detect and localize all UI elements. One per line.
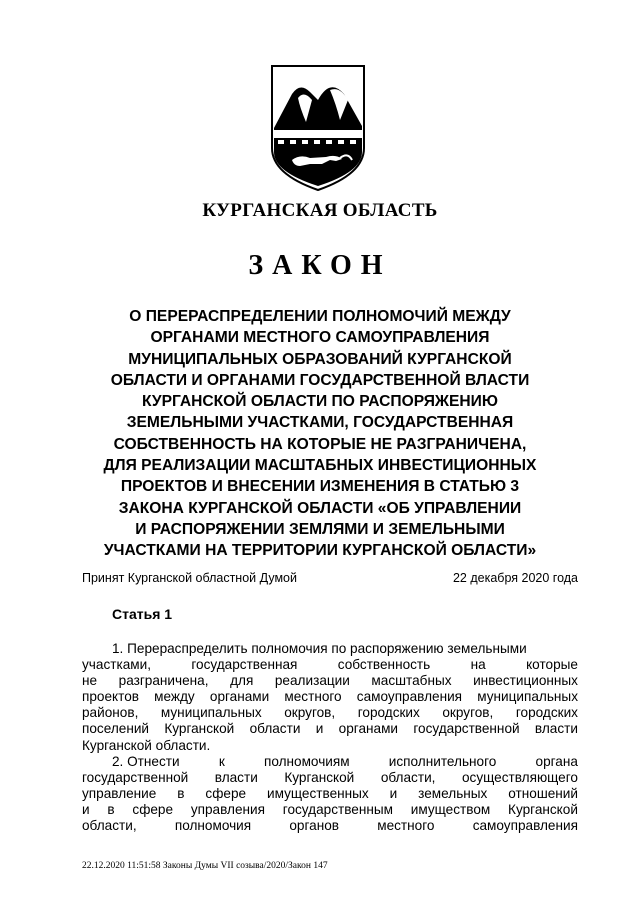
word: власти (534, 721, 578, 737)
word: Курганской (164, 721, 235, 737)
word: государственной (82, 769, 189, 785)
title-line: ОБЛАСТИ И ОРГАНАМИ ГОСУДАРСТВЕННОЙ ВЛАСТИ (110, 371, 530, 389)
word: управление (82, 785, 157, 801)
word: на (470, 657, 486, 673)
word: муниципальных (477, 689, 578, 705)
word: не (82, 673, 98, 689)
document-type-heading: ЗАКОН (248, 250, 392, 281)
word: области, (380, 769, 436, 785)
word: сфере (132, 801, 174, 817)
word: районов, (82, 705, 139, 721)
title-line: КУРГАНСКОЙ ОБЛАСТИ ПО РАСПОРЯЖЕНИЮ (142, 393, 498, 411)
title-line: ЗАКОНА КУРГАНСКОЙ ОБЛАСТИ «ОБ УПРАВЛЕНИИ (118, 499, 522, 517)
paragraph-line (82, 689, 578, 705)
word: разграничена, (118, 673, 209, 689)
word: исполнительного (388, 753, 497, 769)
word: округов, (442, 705, 494, 721)
word: муниципальных (160, 705, 262, 721)
title-line: ОРГАНАМИ МЕСТНОГО САМОУПРАВЛЕНИЯ (150, 329, 490, 347)
word: осуществляющего (461, 769, 578, 785)
title-line: ПРОЕКТОВ И ВНЕСЕНИИ ИЗМЕНЕНИЯ В СТАТЬЮ 3 (120, 478, 520, 496)
word: в (177, 785, 185, 801)
word: сфере (205, 785, 247, 801)
word: и (82, 801, 90, 817)
word: собственность (337, 657, 431, 673)
word: городских (357, 705, 420, 721)
word: проектов (82, 689, 139, 705)
word: местного (377, 818, 435, 834)
word: области (249, 721, 301, 737)
word: Курганской (508, 801, 578, 817)
adoption-line (82, 571, 578, 585)
word: государственная (191, 657, 298, 673)
paragraph-line (82, 802, 578, 818)
word: органами (338, 721, 399, 737)
word: Курганской (284, 769, 355, 785)
paragraph-line (82, 770, 578, 786)
word: участками, (82, 657, 151, 673)
word: отношений (508, 785, 578, 801)
word: управления (190, 801, 265, 817)
word: имущественных (267, 785, 369, 801)
word: городских (515, 705, 578, 721)
title-line: О ПЕРЕРАСПРЕДЕЛЕНИИ ПОЛНОМОЧИЙ МЕЖДУ (129, 308, 511, 325)
word: государственным (282, 801, 393, 817)
word: земельных (418, 785, 488, 801)
law-title (60, 306, 580, 562)
title-line: МУНИЦИПАЛЬНЫХ ОБРАЗОВАНИЙ КУРГАНСКОЙ (128, 350, 512, 368)
paragraph-line (82, 738, 578, 754)
title-line: СОБСТВЕННОСТЬ НА КОТОРЫЕ НЕ РАЗГРАНИЧЕНА, (113, 435, 527, 453)
article-heading: Статья 1 (112, 606, 173, 622)
title-line: ЗЕМЕЛЬНЫМИ УЧАСТКАМИ, ГОСУДАРСТВЕННАЯ (126, 414, 514, 432)
word: самоуправления (356, 689, 463, 705)
word: в (107, 801, 115, 817)
article-body (82, 641, 578, 834)
word: которые (526, 657, 578, 673)
word: полномочиям (263, 753, 350, 769)
word: между (154, 689, 195, 705)
paragraph-line (82, 754, 578, 770)
title-line: УЧАСТКАМИ НА ТЕРРИТОРИИ КУРГАНСКОЙ ОБЛАСТИ» (103, 542, 537, 560)
adoption-date: 22 декабря 2020 года (452, 571, 578, 585)
word: самоуправления (472, 818, 578, 834)
paragraph-line (82, 786, 578, 802)
paragraph-line (82, 657, 578, 673)
word: 1. Перераспределить полномочия по распоряжению земельными (112, 641, 527, 656)
word: органами (209, 689, 270, 705)
title-line: И РАСПОРЯЖЕНИИ ЗЕМЛЯМИ И ЗЕМЕЛЬНЫМИ (135, 520, 505, 538)
word: власти (214, 769, 258, 785)
word: реализации (274, 673, 350, 689)
coat-of-arms-emblem (270, 64, 366, 192)
footer-stamp: 22.12.2020 11:51:58 Законы Думы VII созыва/2020/Закон 147 (82, 861, 328, 871)
word: имуществом (410, 801, 491, 817)
word: органа (535, 753, 578, 769)
title-line: ДЛЯ РЕАЛИЗАЦИИ МАСШТАБНЫХ ИНВЕСТИЦИОННЫХ (103, 457, 537, 475)
region-heading: КУРГАНСКАЯ ОБЛАСТЬ (202, 200, 438, 221)
word: для (230, 673, 254, 689)
word: округов, (284, 705, 336, 721)
word: и (315, 721, 324, 737)
paragraph-line (82, 641, 578, 657)
word: области, (82, 818, 137, 834)
paragraph-line (82, 818, 578, 834)
word: местного (284, 689, 342, 705)
word: к (218, 753, 225, 769)
word: органов (289, 818, 339, 834)
paragraph-line (82, 705, 578, 721)
paragraph-line (82, 721, 578, 737)
word: и (389, 785, 398, 801)
word: полномочия (174, 818, 252, 834)
word: масштабных (371, 673, 452, 689)
word: 2. Отнести (112, 753, 180, 769)
word: Курганской области. (82, 737, 211, 753)
word: государственной (413, 721, 520, 737)
adopted-by-text: Принят Курганской областной Думой (82, 571, 297, 585)
word: инвестиционных (473, 673, 578, 689)
word: поселений (82, 721, 150, 737)
paragraph-line (82, 673, 578, 689)
